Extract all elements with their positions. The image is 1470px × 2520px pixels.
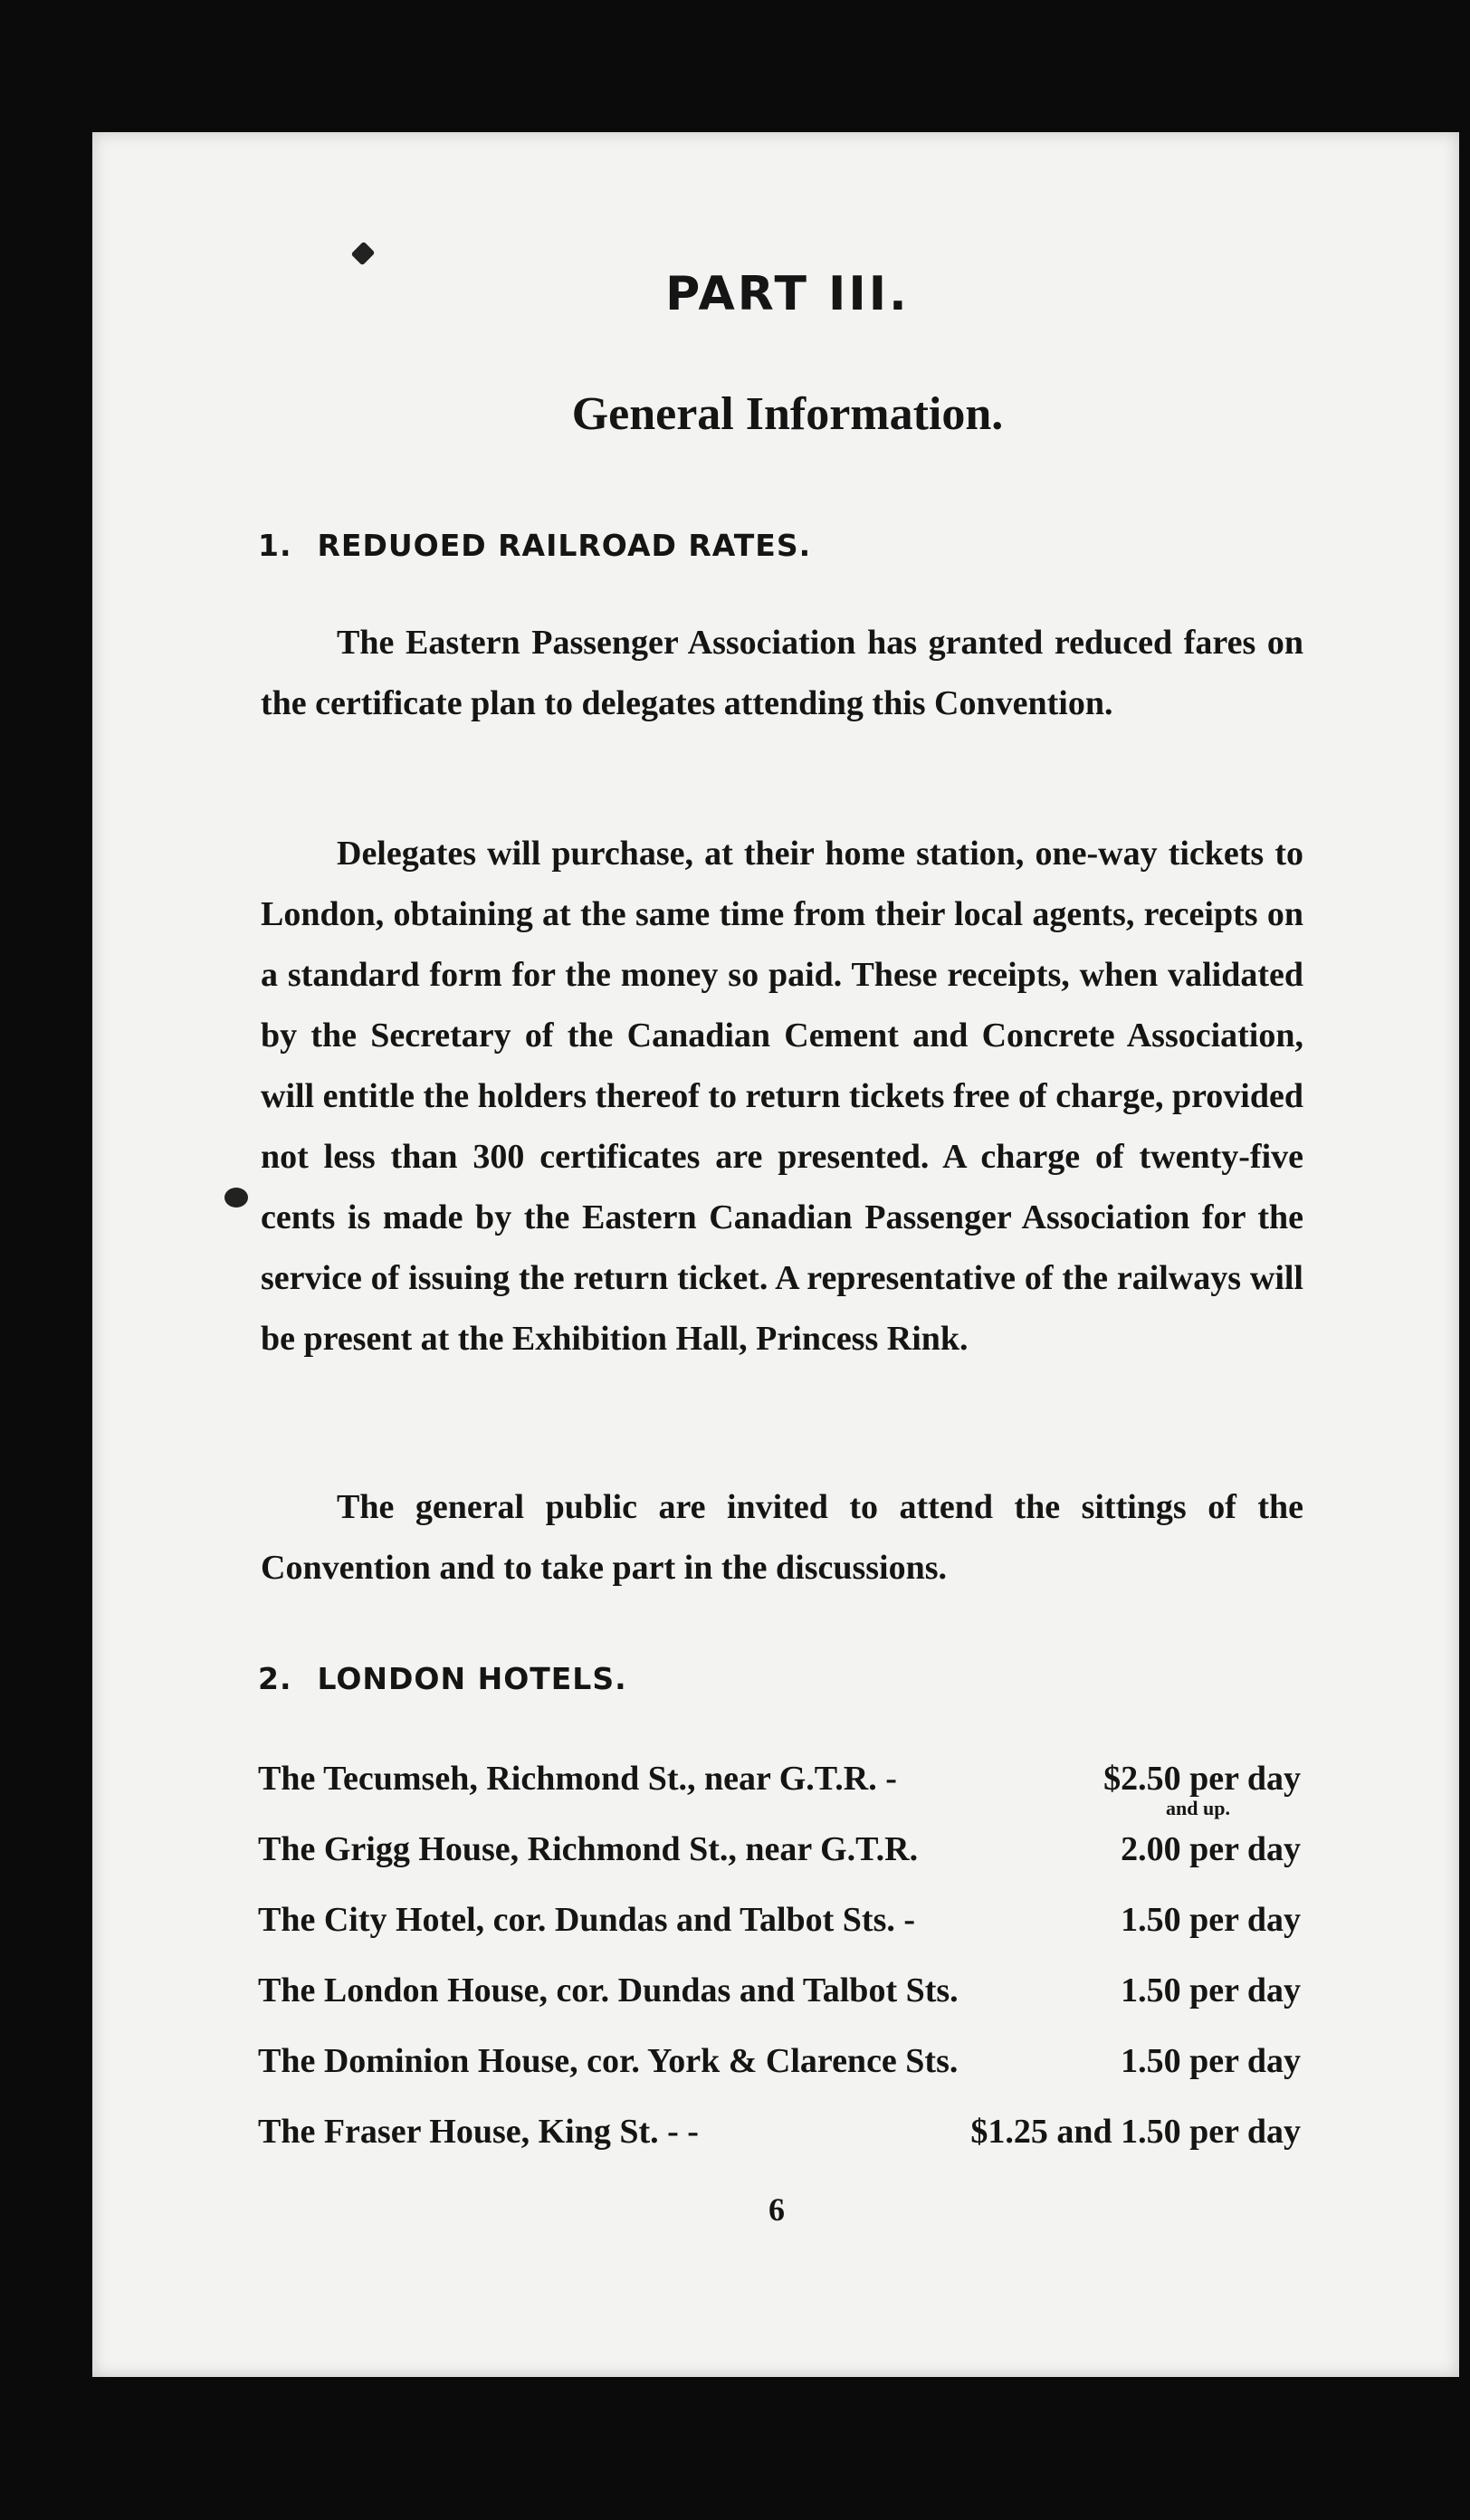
ink-speck xyxy=(224,1188,248,1208)
page-number: 6 xyxy=(768,2191,785,2228)
section-title: General Information. xyxy=(571,388,1004,440)
heading-text: REDUOED RAILROAD RATES. xyxy=(317,528,812,563)
heading-railroad-rates xyxy=(258,528,811,563)
hotel-rate: 1.50 per day xyxy=(1121,2042,1301,2080)
hotel-rate: $1.25 and 1.50 per day xyxy=(970,2113,1301,2151)
heading-number: 2. xyxy=(258,1661,292,1696)
paragraph: Delegates will purchase, at their home station, one-way tickets to London, obtaining at the same time from their local agents, receipts on a standard form for the money so paid. These receipts, when validated by the Secretary of the Canadian Cement and Concrete Association, will entitle the holders thereof to return tickets free of charge, provided not less than 300 certificates are presented. A charge of twenty-five cents is made by the Eastern Canadian Passenger Association for the service of issuing the return ticket. A representative of the railways will be present at the Exhibition Hall, Princess Rink. xyxy=(261,835,1303,1358)
paragraph: The Eastern Passenger Association has granted reduced fares on the certificate plan to delegates attending this Convention. xyxy=(261,624,1303,722)
hotel-rate: 1.50 per day xyxy=(1121,1901,1301,1939)
heading-london-hotels xyxy=(258,1661,627,1696)
heading-number: 1. xyxy=(258,528,292,563)
hotel-rate: $2.50 per day xyxy=(1103,1760,1301,1798)
hotel-name: The City Hotel, cor. Dundas and Talbot Sts. - xyxy=(258,1901,916,1939)
part-title: PART III. xyxy=(665,267,910,321)
hotel-rate-note: and up. xyxy=(1166,1797,1230,1819)
hotel-row xyxy=(258,2034,1301,2105)
hotel-rate: 1.50 per day xyxy=(1121,1971,1301,2009)
hotel-rate: 2.00 per day xyxy=(1121,1830,1301,1868)
hotel-name: The Dominion House, cor. York & Clarence Sts. xyxy=(258,2042,959,2080)
hotel-row xyxy=(258,1822,1301,1893)
heading-text: LONDON HOTELS. xyxy=(317,1661,627,1696)
hotel-name: The Grigg House, Richmond St., near G.T.R. xyxy=(258,1830,919,1868)
hotel-name: The Fraser House, King St. - - xyxy=(258,2113,699,2151)
hotel-list xyxy=(258,1752,1301,2175)
hotel-row xyxy=(258,1752,1301,1822)
hotel-row xyxy=(258,1963,1301,2034)
hotel-name: The London House, cor. Dundas and Talbot Sts. xyxy=(258,1971,959,2009)
hotel-name: The Tecumseh, Richmond St., near G.T.R. - xyxy=(258,1760,897,1798)
paragraph: The general public are invited to attend the sittings of the Convention and to take part in the discussions. xyxy=(261,1488,1303,1587)
hotel-row xyxy=(258,2105,1301,2175)
hotel-row xyxy=(258,1893,1301,1963)
